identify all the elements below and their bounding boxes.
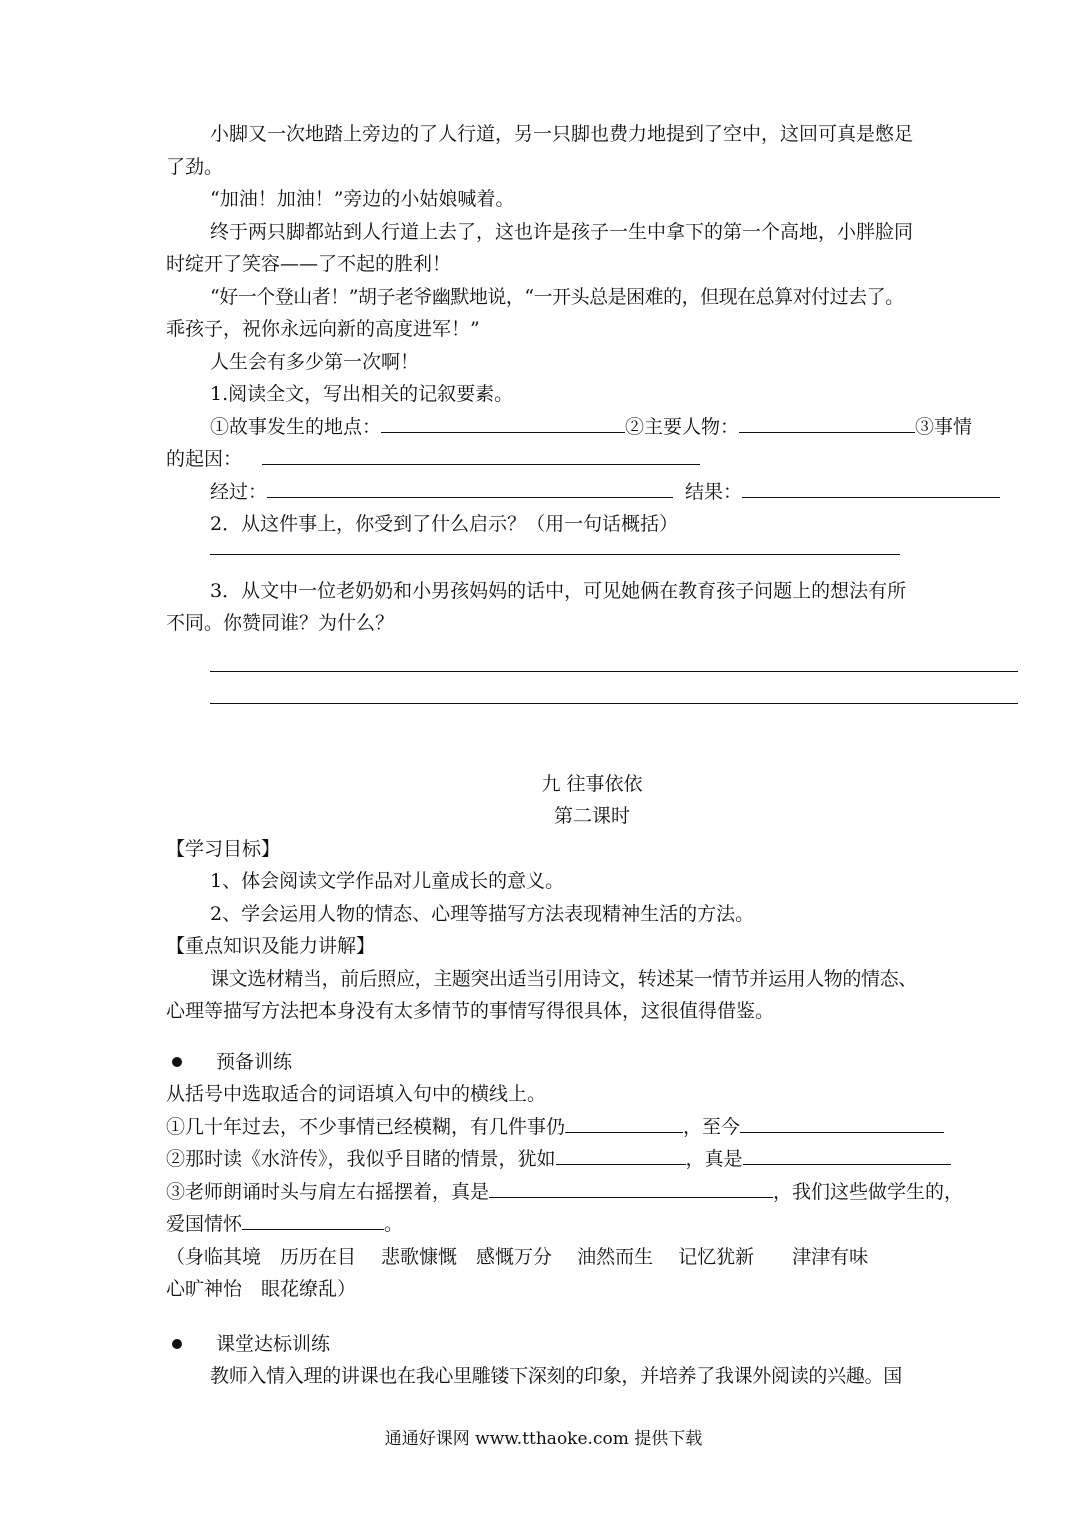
question-1: 1.阅读全文，写出相关的记叙要素。 <box>210 383 514 405</box>
word-choices-cont: 心旷神怡 眼花缭乱） <box>166 1278 357 1300</box>
paragraph: “好一个登山者！”胡子老爷幽默地说，“一开头总是困难的，但现在总算对付过去了。 <box>210 285 904 308</box>
prep-heading <box>166 1046 1018 1079</box>
sentence-3-text: ③老师朗诵时头与肩左右摇摆着，真是 <box>166 1180 490 1203</box>
sentence-1-text: ①几十年过去，不少事情已经模糊，有几件事仍 <box>166 1115 566 1138</box>
paragraph: “加油！加油！”旁边的小姑娘喊着。 <box>210 188 515 210</box>
process-label: 经过： <box>210 480 268 503</box>
paragraph: 乖孩子，祝你永远向新的高度进军！” <box>166 318 480 340</box>
sentence-1 <box>166 1111 1018 1144</box>
goals-heading: 【学习目标】 <box>166 837 281 860</box>
cause-label: ③事情 <box>915 415 973 438</box>
paragraph: 终于两只脚都站到人行道上去了，这也许是孩子一生中拿下的第一个高地，小胖脸同 <box>210 220 914 243</box>
sentence-2-text: ②那时读《水浒传》，我似乎目睹的情景，犹如 <box>166 1148 556 1170</box>
paragraph: 时绽开了笑容——了不起的胜利！ <box>166 253 452 275</box>
question-1-row1 <box>166 411 1018 444</box>
prep-instruction: 从括号中选取适合的词语填入句中的横线上。 <box>166 1083 547 1105</box>
question-1-row3 <box>166 476 1018 509</box>
answer-line-q3-wrap <box>166 640 1018 672</box>
sentence-3-cont <box>166 1208 1018 1241</box>
sentence-2-blank-1[interactable] <box>556 1144 686 1165</box>
place-label: ①故事发生的地点： <box>210 415 382 438</box>
question-1-row2 <box>166 443 1018 476</box>
cause-label-cont: 的起因： <box>166 448 243 470</box>
place-blank[interactable] <box>381 412 625 433</box>
key-heading: 【重点知识及能力讲解】 <box>166 935 376 957</box>
cause-blank[interactable] <box>262 444 700 465</box>
sentence-3-blank-1[interactable] <box>489 1177 773 1198</box>
key-paragraph: 课文选材精当，前后照应，主题突出适当引用诗文，转述某一情节并运用人物的情态、 <box>210 967 917 990</box>
process-blank[interactable] <box>267 477 673 498</box>
sentence-2 <box>166 1143 1018 1176</box>
result-label: 结果： <box>685 480 743 503</box>
goal-2: 2、学会运用人物的情态、心理等描写方法表现精神生活的方法。 <box>210 902 755 925</box>
question-2: 2．从这件事上，你受到了什么启示？（用一句话概括） <box>210 513 679 535</box>
result-blank[interactable] <box>742 477 1000 498</box>
bullet-icon <box>172 1057 182 1067</box>
sentence-1-blank-1[interactable] <box>565 1112 683 1133</box>
class-heading <box>166 1328 1018 1361</box>
paragraph: 人生会有多少第一次啊！ <box>210 350 420 373</box>
answer-line-q3-2[interactable] <box>210 702 1018 704</box>
goal-1: 1、体会阅读文学作品对儿童成长的意义。 <box>210 870 565 892</box>
key-paragraph-cont: 心理等描写方法把本身没有太多情节的事情写得很具体，这很值得借鉴。 <box>166 1000 775 1022</box>
prep-heading-text: 预备训练 <box>216 1050 293 1073</box>
bullet-icon <box>172 1339 182 1349</box>
question-3: 3．从文中一位老奶奶和小男孩妈妈的话中，可见她俩在教育孩子问题上的想法有所 <box>210 579 907 602</box>
answer-line-q2[interactable] <box>210 553 900 555</box>
class-heading-text: 课堂达标训练 <box>216 1332 331 1355</box>
person-blank[interactable] <box>739 412 915 433</box>
sentence-3-text-4: 。 <box>384 1213 404 1235</box>
sentence-2-blank-2[interactable] <box>743 1144 951 1165</box>
sentence-3-blank-2[interactable] <box>242 1209 384 1230</box>
sentence-3-text-2: ，我们这些做学生的， <box>773 1180 964 1203</box>
paragraph: 小脚又一次地踏上旁边的了人行道，另一只脚也费力地提到了空中，这回可真是憋足 <box>210 123 914 145</box>
sentence-2-text-2: ，真是 <box>685 1148 743 1170</box>
sentence-1-blank-2[interactable] <box>740 1112 944 1133</box>
lesson-title: 九 往事依依 <box>541 772 643 795</box>
document-body <box>166 118 1018 1393</box>
answer-line-q2-wrap <box>166 541 1018 567</box>
person-label: ②主要人物： <box>625 415 740 438</box>
word-choices: （身临其境 历历在目 悲歌慷慨 感慨万分 油然而生 记忆犹新 津津有味 <box>166 1245 869 1268</box>
page-footer: 通通好课网 www.tthaoke.com 提供下载 <box>384 1429 703 1449</box>
paragraph: 了劲。 <box>166 155 224 178</box>
lesson-subtitle: 第二课时 <box>553 805 630 827</box>
question-3-cont: 不同。你赞同谁？为什么？ <box>166 612 395 634</box>
sentence-1-text-2: ，至今 <box>683 1115 741 1138</box>
answer-line-q3-wrap-2 <box>166 672 1018 706</box>
sentence-3-text-3: 爱国情怀 <box>166 1213 243 1235</box>
sentence-3 <box>166 1176 1018 1209</box>
class-paragraph: 教师入情入理的讲课也在我心里雕镂下深刻的印象，并培养了我课外阅读的兴趣。国 <box>210 1365 902 1387</box>
